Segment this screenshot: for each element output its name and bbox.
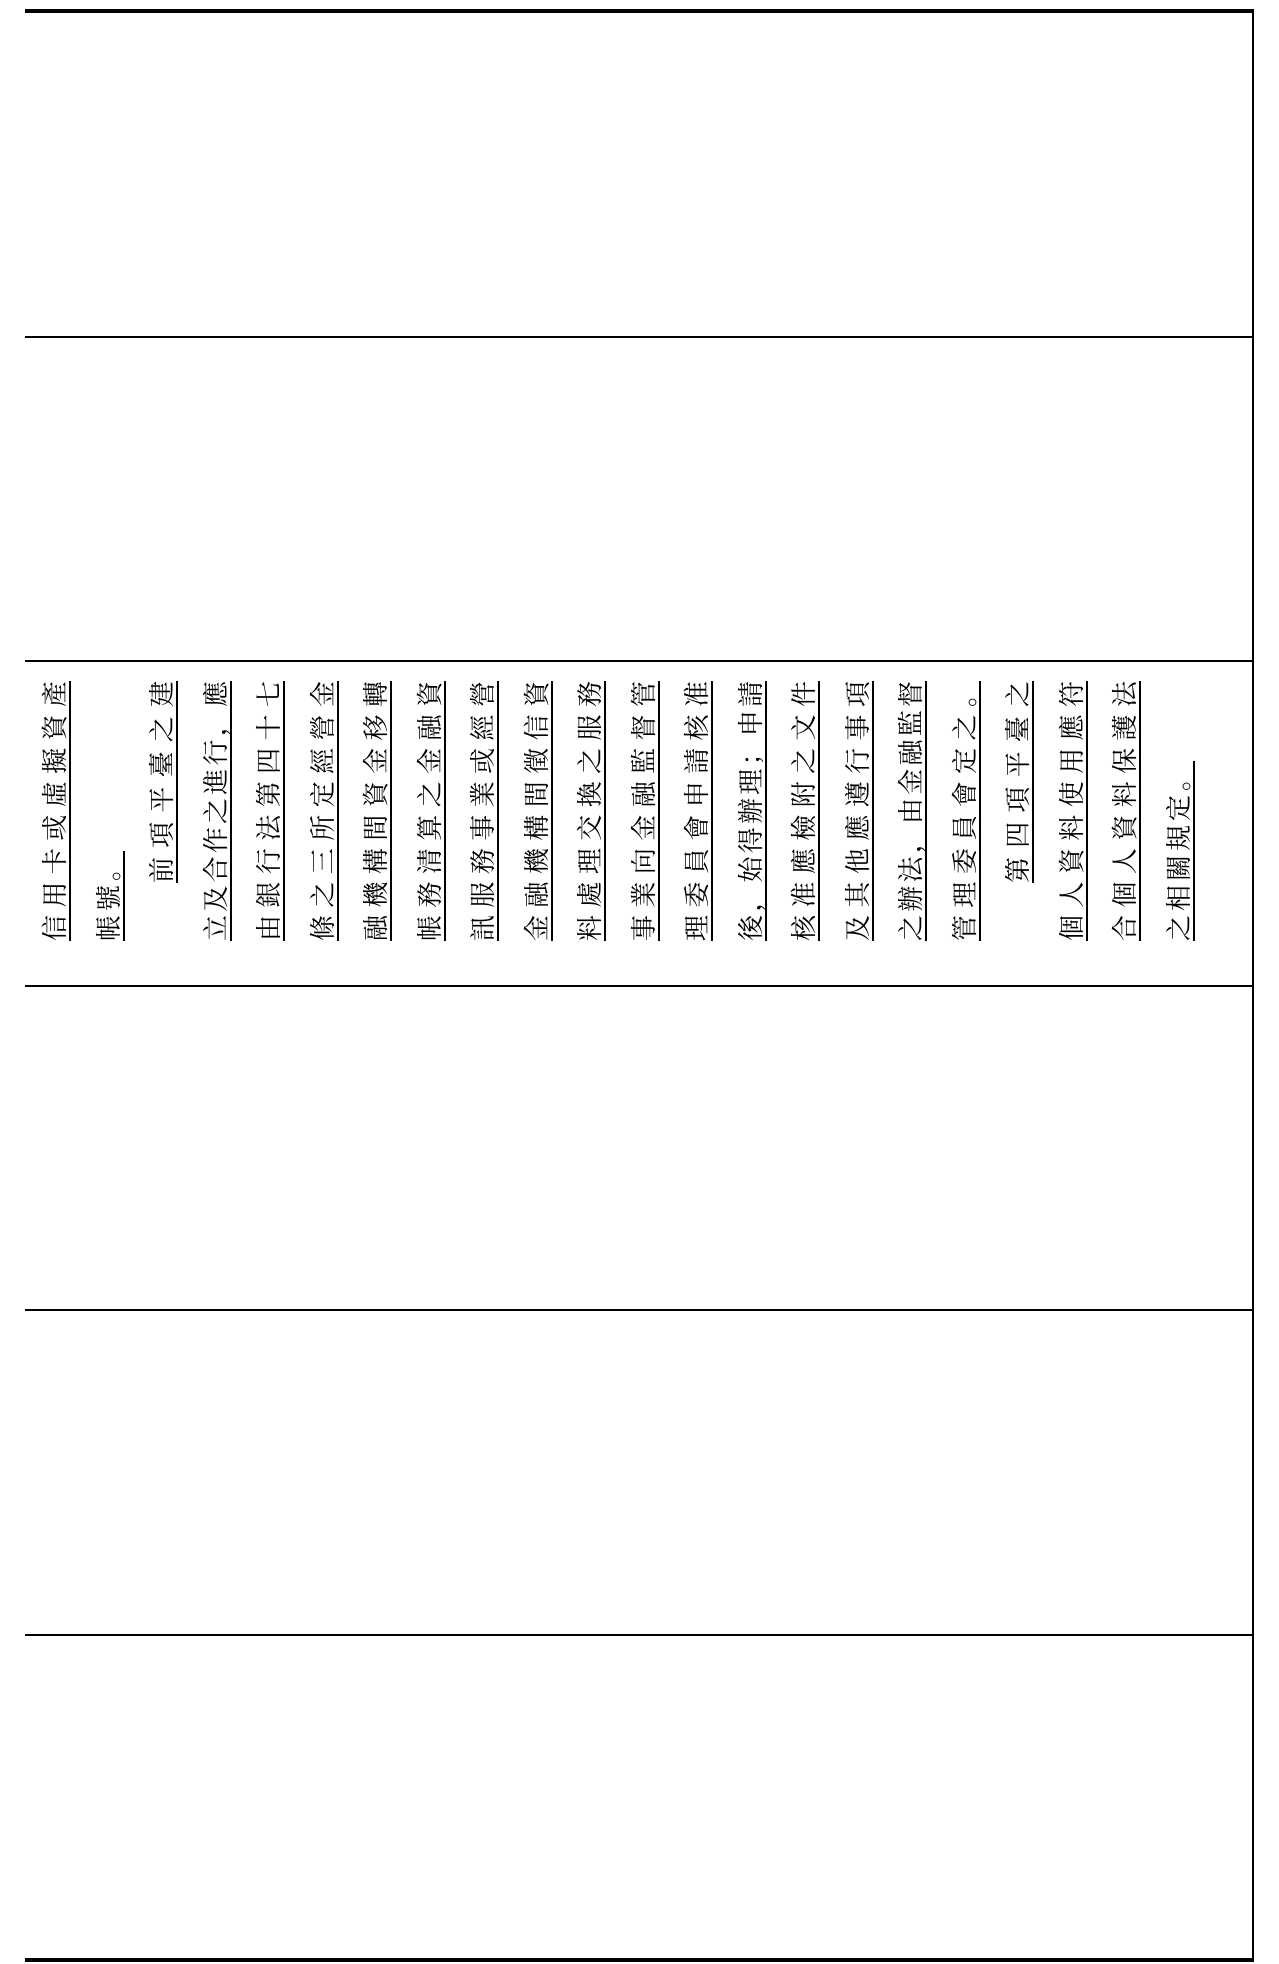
text-line: 個人資料使用應符 (1057, 681, 1087, 941)
text-line: 後，始得辦理；申請 (736, 681, 766, 941)
text-line: 金融機構間徵信資 (522, 681, 552, 941)
text-line: 核准應檢附之文件 (790, 681, 819, 941)
table-row-4 (25, 987, 1252, 1312)
document-table (25, 9, 1254, 1962)
text-line: 融機構間資金移轉 (362, 681, 391, 941)
table-row-2 (25, 338, 1252, 663)
text-line: 之辦法，由金融監督 (897, 681, 926, 941)
table-row-5 (25, 1311, 1252, 1636)
text-line: 帳號。 (94, 850, 124, 941)
text-line: 立及合作之進行，應 (201, 681, 231, 941)
paragraph-start-line: 前項平臺之建 (148, 681, 177, 883)
table-row-3 (25, 662, 1252, 987)
table-row-1 (25, 13, 1252, 338)
text-line: 事業向金融監督管 (629, 681, 659, 941)
text-line: 帳務清算之金融資 (415, 681, 445, 941)
text-line: 條之三所定經營金 (308, 681, 338, 941)
paragraph-start-line: 第四項平臺之 (1004, 681, 1033, 883)
amendment-text-block (29, 681, 1206, 941)
table-row-6 (25, 1636, 1252, 1959)
text-line: 訊服務事業或經營 (469, 681, 498, 941)
text-line: 由銀行法第四十七 (255, 681, 284, 941)
text-line: 管理委員會定之。 (950, 681, 980, 941)
text-line: 理委員會申請核准 (683, 681, 712, 941)
text-line: 合個人資料保護法 (1111, 681, 1140, 941)
text-line: 及其他應遵行事項 (843, 681, 873, 941)
text-line: 之相關規定。 (1164, 760, 1194, 941)
text-line: 料處理交換之服務 (576, 681, 605, 941)
text-line: 信用卡或虛擬資產 (41, 681, 70, 941)
